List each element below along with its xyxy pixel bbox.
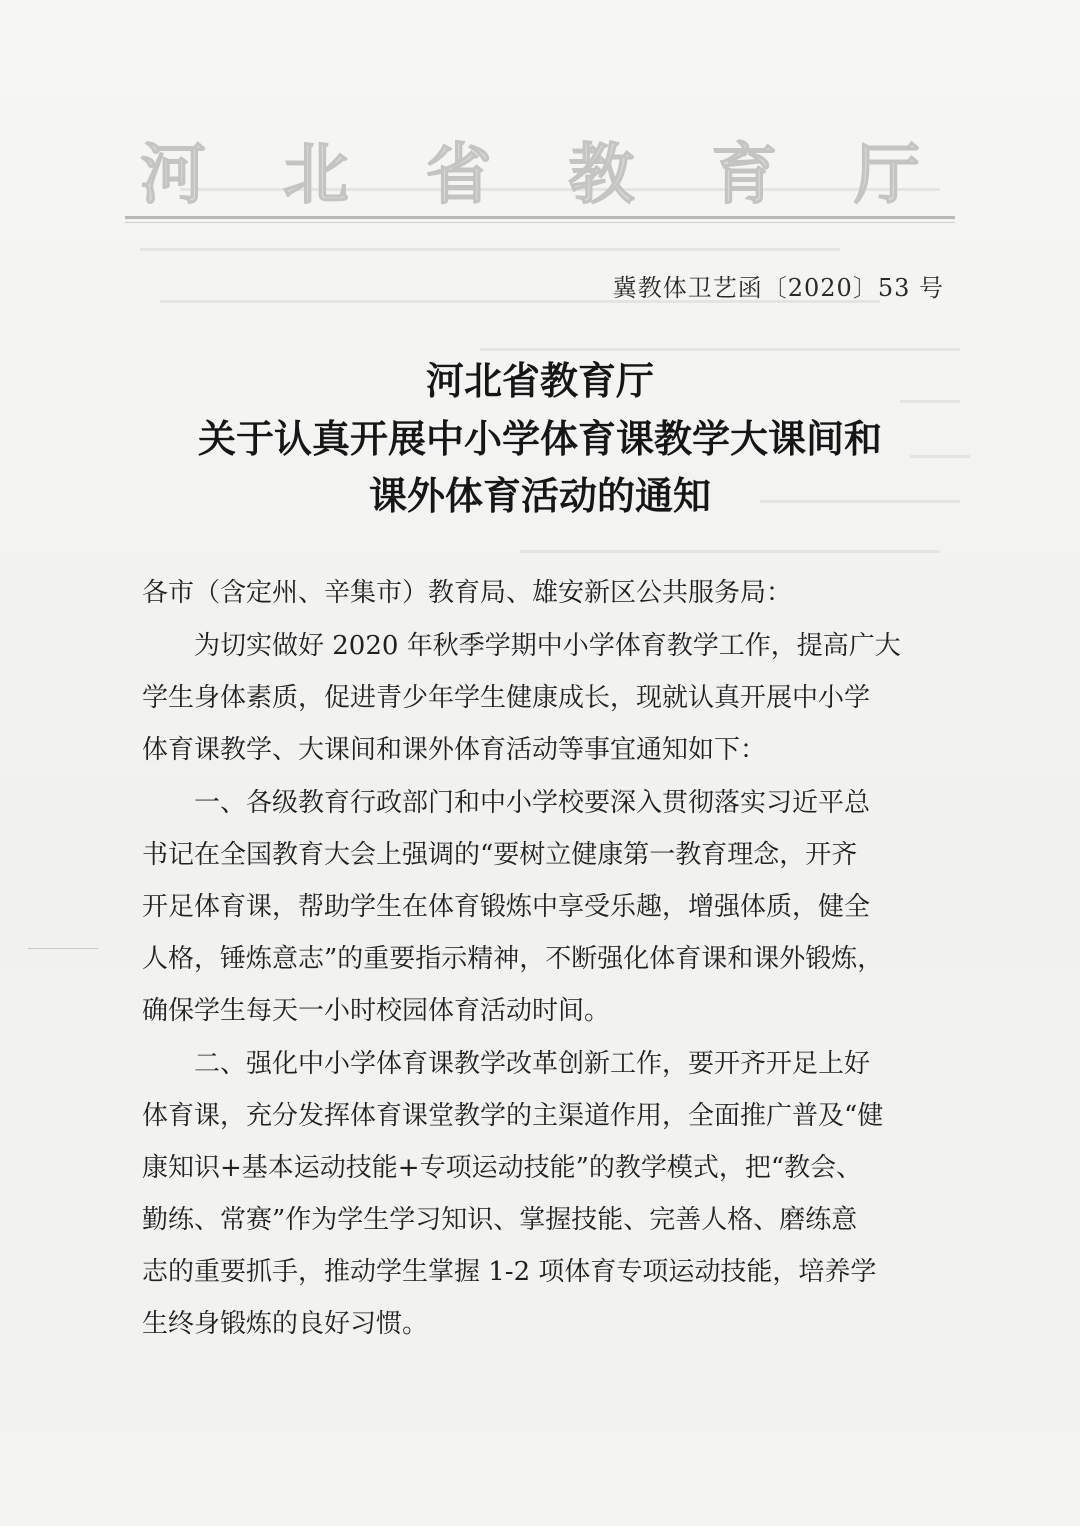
paragraph-line: 为切实做好 2020 年秋季学期中小学体育教学工作，提高广大	[142, 631, 901, 661]
paragraph-line: 学生身体素质，促进青少年学生健康成长，现就认真开展中小学	[142, 683, 871, 713]
paragraph-line: 书记在全国教育大会上强调的“要树立健康第一教育理念，开齐	[142, 840, 858, 870]
fold-mark	[28, 948, 98, 949]
paragraph-line: 人格，锤炼意志”的重要指示精神，不断强化体育课和课外锻炼，	[142, 944, 884, 974]
title-line-2: 关于认真开展中小学体育课教学大课间和	[197, 416, 882, 461]
paragraph-line: 生终身锻炼的良好习惯。	[142, 1309, 429, 1339]
letterhead-char: 教	[568, 135, 635, 213]
paragraph-line: 康知识+基本运动技能+专项运动技能”的教学模式，把“教会、	[142, 1153, 863, 1183]
letterhead-rule	[125, 216, 955, 219]
letterhead-char: 省	[425, 135, 492, 213]
paragraph-line: 体育课教学、大课间和课外体育活动等事宜通知如下：	[142, 735, 767, 765]
bleed-through-line	[520, 550, 940, 553]
title-line-1: 河北省教育厅	[425, 358, 654, 403]
letterhead-char: 北	[282, 135, 349, 213]
paragraph-line: 勤练、常赛”作为学生学习知识、掌握技能、完善人格、磨练意	[142, 1205, 858, 1235]
bleed-through-line	[900, 400, 960, 403]
bleed-through-line	[480, 348, 960, 351]
paragraph-line: 一、各级教育行政部门和中小学校要深入贯彻落实习近平总	[142, 788, 871, 818]
paragraph-line: 志的重要抓手，推动学生掌握 1-2 项体育专项运动技能，培养学	[142, 1257, 877, 1287]
title-line-3: 课外体育活动的通知	[368, 473, 711, 518]
letterhead-char: 育	[711, 135, 778, 213]
letterhead	[140, 128, 920, 213]
paragraph-line: 确保学生每天一小时校园体育活动时间。	[142, 996, 611, 1026]
paragraph-line: 开足体育课，帮助学生在体育锻炼中享受乐趣，增强体质，健全	[142, 892, 871, 922]
bleed-through-line	[140, 248, 840, 251]
letterhead-rule-thin	[125, 222, 955, 223]
paragraph-line: 二、强化中小学体育课教学改革创新工作，要开齐开足上好	[142, 1049, 871, 1079]
paragraph-line: 体育课，充分发挥体育课堂教学的主渠道作用，全面推广普及“健	[142, 1101, 884, 1131]
letterhead-char: 厅	[853, 135, 920, 213]
document-number: 冀教体卫艺函〔2020〕53 号	[612, 274, 944, 302]
salutation: 各市（含定州、辛集市）教育局、雄安新区公共服务局：	[142, 578, 793, 608]
letterhead-char: 河	[140, 135, 206, 213]
